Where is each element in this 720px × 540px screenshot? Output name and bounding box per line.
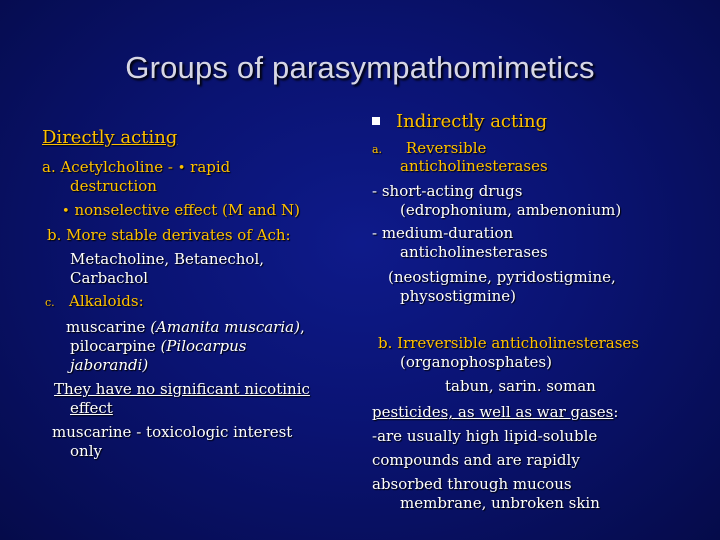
toxicologic-line: muscarine - toxicologic interest bbox=[52, 423, 293, 441]
only-line: only bbox=[70, 442, 102, 460]
square-bullet-icon bbox=[372, 117, 380, 125]
bullet-icon: • bbox=[177, 161, 186, 176]
reversible-text: Reversible bbox=[405, 139, 487, 157]
acetylcholine-text: a. Acetylcholine - bbox=[42, 158, 178, 176]
nonselective-text: nonselective effect (M and N) bbox=[69, 201, 300, 219]
comma-text: , bbox=[299, 318, 305, 336]
bullet-icon: • bbox=[62, 204, 70, 219]
tabun-line: tabun, sarin. soman bbox=[445, 377, 596, 395]
slide-title: Groups of parasympathomimetics bbox=[125, 50, 595, 85]
effect-line: effect bbox=[70, 399, 113, 417]
pesticides-text: pesticides, as well as war gases bbox=[372, 403, 614, 421]
destruction-line: destruction bbox=[70, 177, 157, 195]
amanita-text: (Amanita muscaria) bbox=[150, 318, 300, 336]
reversible-line bbox=[372, 139, 486, 159]
more-stable-line: b. More stable derivates of Ach: bbox=[47, 226, 291, 244]
c-marker: c. bbox=[45, 296, 55, 309]
physostigmine-line: physostigmine) bbox=[400, 287, 517, 305]
metacholine-line: Metacholine, Betanechol, bbox=[70, 250, 265, 268]
colon-text: : bbox=[613, 403, 619, 421]
pilocarpus-text: (Pilocarpus bbox=[160, 337, 247, 355]
a-marker: a. bbox=[372, 143, 383, 156]
acetylcholine-line bbox=[42, 158, 230, 178]
rapid-text: rapid bbox=[185, 158, 231, 176]
carbachol-line: Carbachol bbox=[70, 269, 149, 287]
compounds-line: compounds and are rapidly bbox=[372, 451, 580, 469]
pilocarpine-text: pilocarpine bbox=[70, 337, 161, 355]
alkaloids-line bbox=[45, 292, 144, 312]
neostigmine-line: (neostigmine, pyridostigmine, bbox=[388, 268, 616, 286]
anticholinesterases-line-2: anticholinesterases bbox=[400, 243, 548, 261]
indirectly-acting-label: Indirectly acting bbox=[396, 111, 548, 132]
organophosphates-line: (organophosphates) bbox=[400, 353, 552, 371]
nonselective-line bbox=[62, 201, 300, 221]
alkaloids-label: Alkaloids: bbox=[68, 292, 144, 310]
indirectly-acting-heading bbox=[372, 112, 547, 131]
anticholinesterases-line: anticholinesterases bbox=[400, 157, 548, 175]
directly-acting-heading: Directly acting bbox=[42, 127, 178, 148]
membrane-line: membrane, unbroken skin bbox=[400, 494, 600, 512]
nicotinic-line: They have no significant nicotinic bbox=[54, 380, 310, 398]
pilocarpine-line bbox=[70, 337, 247, 356]
absorbed-line: absorbed through mucous bbox=[372, 475, 572, 493]
short-acting-line: - short-acting drugs bbox=[372, 182, 523, 200]
irreversible-line: b. Irreversible anticholinesterases bbox=[378, 334, 639, 352]
jaborandi-line: jaborandi) bbox=[70, 356, 149, 374]
muscarine-text: muscarine bbox=[66, 318, 151, 336]
lipid-soluble-line: -are usually high lipid-soluble bbox=[372, 427, 598, 445]
muscarine-line bbox=[66, 318, 305, 337]
medium-duration-line: - medium-duration bbox=[372, 224, 514, 242]
edrophonium-line: (edrophonium, ambenonium) bbox=[400, 201, 622, 219]
pesticides-line bbox=[372, 403, 618, 422]
